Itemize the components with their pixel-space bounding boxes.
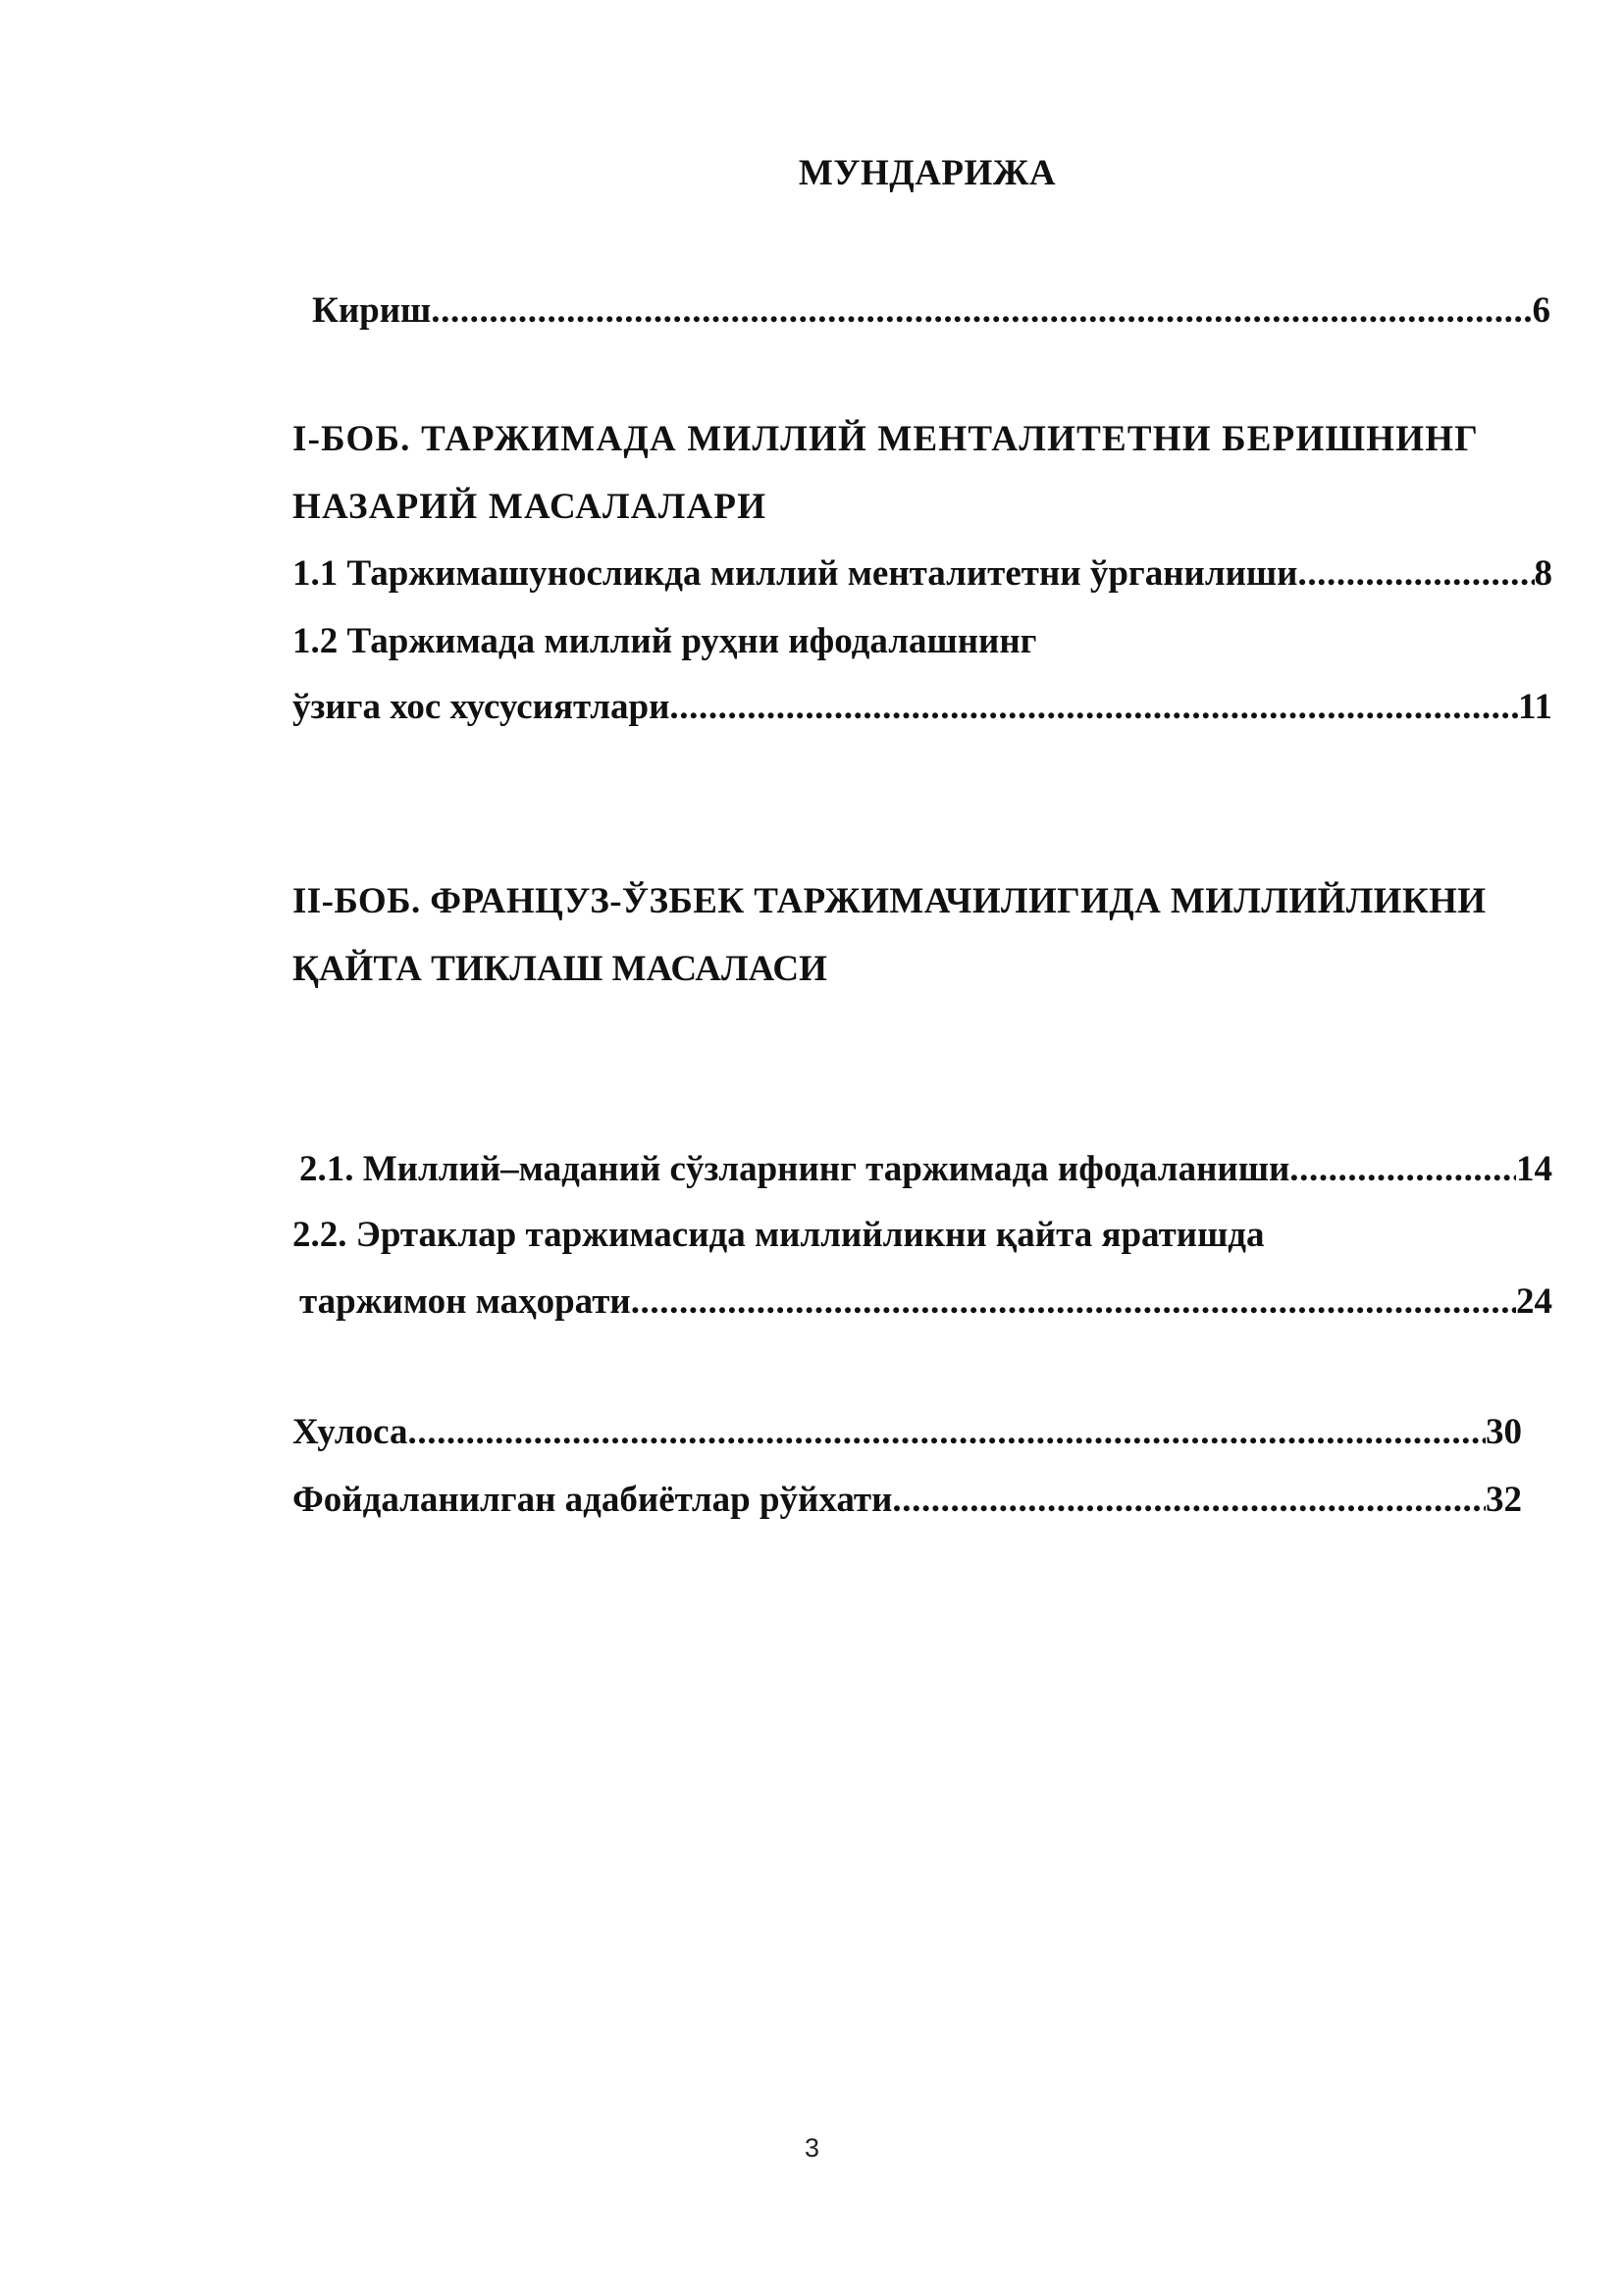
chapter-1-heading-line2: НАЗАРИЙ МАСАЛАЛАРИ [292,487,767,527]
toc-label: Кириш [312,290,432,331]
toc-entry-1-2-line1: 1.2 Таржимада миллий руҳни ифодалашнинг [292,621,1037,661]
chapter-2-heading-line2: ҚАЙТА ТИКЛАШ МАСАЛАСИ [292,949,827,989]
chapter-1-heading-line1: I-БОБ. ТАРЖИМАДА МИЛЛИЙ МЕНТАЛИТЕТНИ БЕРИШНИНГ [292,419,1479,459]
toc-entry-2-1 [299,1146,1552,1193]
toc-entry-2-2-line1: 2.2. Эртаклар таржимасида миллийликни қайта яратишда [292,1215,1265,1255]
toc-label: Хулоса [292,1412,408,1452]
toc-entry-1-2 [292,684,1552,731]
toc-leader-dots [892,1477,1486,1524]
toc-entry-1-1 [292,550,1552,598]
toc-page-number: 8 [1534,553,1552,594]
toc-entry-conclusion [292,1409,1522,1456]
toc-leader-dots [408,1409,1486,1456]
toc-label: 2.1. Миллий–маданий сўзларнинг таржимада ифодаланиши [299,1149,1290,1189]
toc-leader-dots [1297,550,1534,598]
toc-leader-dots [669,684,1518,731]
toc-leader-dots [631,1278,1516,1326]
toc-page-number: 6 [1532,290,1550,331]
toc-entry-2-2 [299,1278,1552,1326]
toc-label: Фойдаланилган адабиётлар рўйхати [292,1480,893,1520]
toc-page-number: 14 [1516,1149,1552,1189]
toc-leader-dots [431,287,1532,335]
chapter-2-heading-line1: II-БОБ. ФРАНЦУЗ-ЎЗБЕК ТАРЖИМАЧИЛИГИДА МИЛЛИЙЛИКНИ [292,881,1487,921]
toc-entry-intro [312,287,1550,335]
toc-page-number: 30 [1486,1412,1522,1452]
page-title: МУНДАРИЖА [798,153,1057,193]
toc-entry-references [292,1477,1522,1524]
toc-page-number: 11 [1518,687,1552,727]
page-number: 3 [804,2133,820,2163]
toc-page-number: 24 [1516,1281,1552,1322]
toc-label: ўзига хос хусусиятлари [292,687,670,727]
toc-page-number: 32 [1486,1480,1522,1520]
toc-label: таржимон маҳорати [299,1281,631,1322]
toc-label: 1.1 Таржимашуносликда миллий менталитетни ўрганилиши [292,553,1298,594]
toc-leader-dots [1289,1146,1516,1193]
